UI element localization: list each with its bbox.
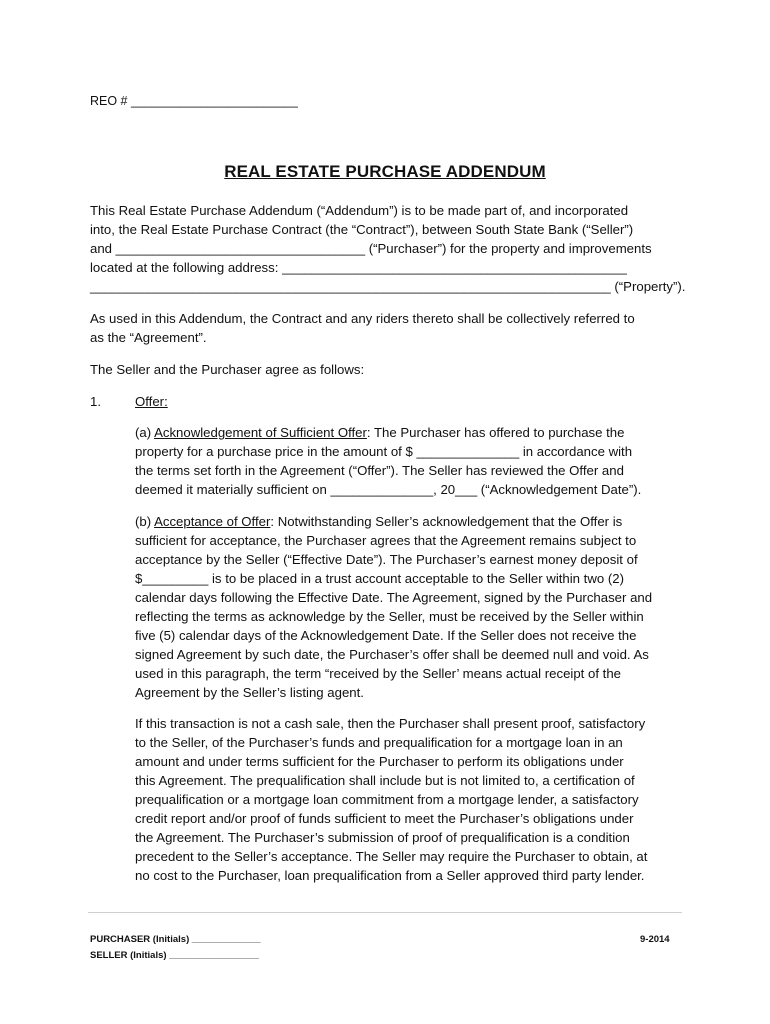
footer-date: 9-2014 xyxy=(640,934,670,945)
agreement-definition-paragraph xyxy=(90,309,690,347)
text-line: sufficient for acceptance, the Purchaser agrees that the Agreement remains subject to xyxy=(135,533,637,548)
paragraph-b xyxy=(135,512,690,702)
text-line: precedent to the Seller’s acceptance. The Seller may require the Purchaser to obtain, at xyxy=(135,849,648,864)
section-heading-offer: Offer: xyxy=(135,394,168,409)
text-line: If this transaction is not a cash sale, then the Purchaser shall present proof, satisfactory xyxy=(135,716,646,731)
reo-number-field: REO # ________________________ xyxy=(90,94,298,108)
section-number: 1. xyxy=(90,394,101,409)
text-line: and __________________________________ (“Purchaser”) for the property and improvements xyxy=(90,241,652,256)
text-line: located at the following address: _______________________________________________ xyxy=(90,260,627,275)
document-title: REAL ESTATE PURCHASE ADDENDUM xyxy=(224,162,546,181)
text-line: _______________________________________________________________________ (“Property”). xyxy=(90,279,686,294)
text-line: This Real Estate Purchase Addendum (“Addendum”) is to be made part of, and incorporated xyxy=(90,203,629,218)
text-line: as the “Agreement”. xyxy=(90,330,207,345)
text-line xyxy=(135,512,690,531)
text-line: Agreement by the Seller’s listing agent. xyxy=(135,685,364,700)
text-line: acceptance by the Seller (“Effective Date”). The Purchaser’s earnest money deposit of xyxy=(135,552,638,567)
text-line: $_________ is to be placed in a trust account acceptable to the Seller within two (2) xyxy=(135,571,624,586)
text-line: the Agreement. The Purchaser’s submission of proof of prequalification is a condition xyxy=(135,830,630,845)
paragraph-b-prefix: (b) xyxy=(135,514,155,529)
text-line: credit report and/or proof of funds sufficient to meet the Purchaser’s obligations under xyxy=(135,811,634,826)
seller-initials: SELLER (Initials) _________________ xyxy=(90,950,259,961)
text-line: to the Seller, of the Purchaser’s funds and prequalification for a mortgage loan in an xyxy=(135,735,623,750)
text-line: reflecting the terms as acknowledge by the Seller, must be received by the Seller within xyxy=(135,609,644,624)
text-line: amount and under terms sufficient for the Purchaser to perform its obligations under xyxy=(135,754,624,769)
text-line: no cost to the Purchaser, loan prequalification from a Seller approved third party lender. xyxy=(135,868,645,883)
text-line: five (5) calendar days of the Acknowledgement Date. If the Seller does not receive the xyxy=(135,628,637,643)
purchaser-initials: PURCHASER (Initials) _____________ xyxy=(90,934,261,945)
paragraph-a-prefix: (a) xyxy=(135,425,155,440)
text-line: the terms set forth in the Agreement (“Offer”). The Seller has reviewed the Offer and xyxy=(135,463,624,478)
text-line: prequalification or a mortgage loan commitment from a mortgage lender, a satisfactory xyxy=(135,792,639,807)
text-line: this Agreement. The prequalification shall include but is not limited to, a certification of xyxy=(135,773,635,788)
agree-line: The Seller and the Purchaser agree as follows: xyxy=(90,362,365,377)
text-line: calendar days following the Effective Date. The Agreement, signed by the Purchaser and xyxy=(135,590,653,605)
paragraph-a-first-line: : The Purchaser has offered to purchase the xyxy=(366,425,625,440)
text-line: into, the Real Estate Purchase Contract (the “Contract”), between South State Bank (“Seller”) xyxy=(90,222,634,237)
footer-divider xyxy=(88,912,682,913)
text-line: used in this paragraph, the term “received by the Seller’ means actual receipt of the xyxy=(135,666,621,681)
paragraph-b-heading: Acceptance of Offer xyxy=(154,514,271,529)
paragraph-prequalification xyxy=(135,714,690,885)
footer-initials xyxy=(90,932,261,964)
text-line: property for a purchase price in the amount of $ ______________ in accordance with xyxy=(135,444,633,459)
text-line xyxy=(135,423,690,442)
paragraph-b-first-line: : Notwithstanding Seller’s acknowledgement that the Offer is xyxy=(270,514,623,529)
paragraph-a-heading: Acknowledgement of Sufficient Offer xyxy=(154,425,367,440)
text-line: deemed it materially sufficient on ______________, 20___ (“Acknowledgement Date”). xyxy=(135,482,642,497)
paragraph-a xyxy=(135,423,690,499)
text-line: signed Agreement by such date, the Purchaser’s offer shall be deemed null and void. As xyxy=(135,647,649,662)
intro-paragraph xyxy=(90,201,690,296)
text-line: As used in this Addendum, the Contract and any riders thereto shall be collectively referred to xyxy=(90,311,635,326)
